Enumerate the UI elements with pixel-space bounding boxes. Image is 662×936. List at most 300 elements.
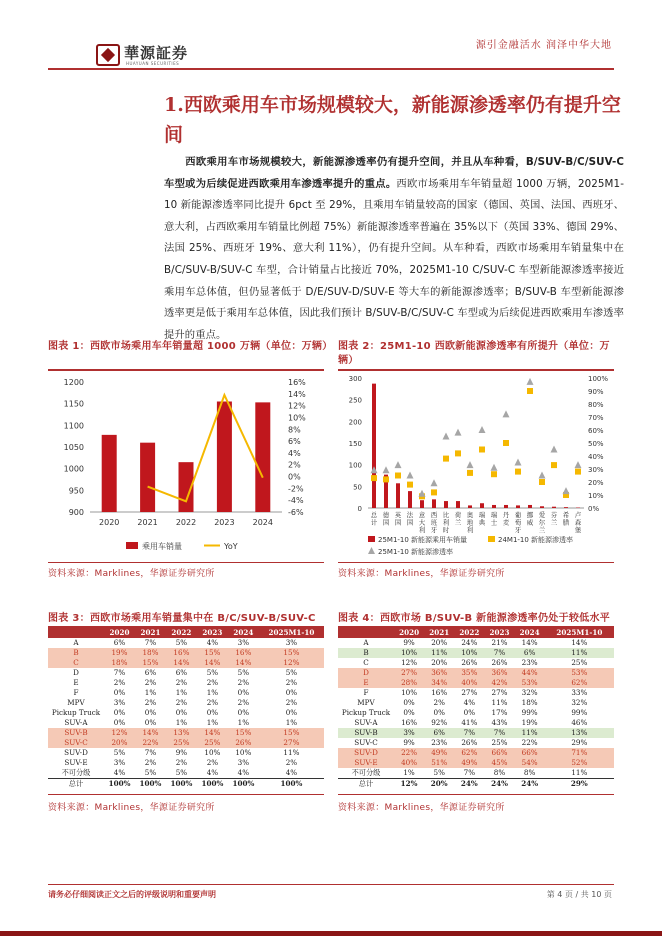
x-tick-label: 腊	[562, 518, 570, 527]
table-cell: 2%	[175, 758, 188, 767]
table-header-cell: 2025M1-10	[545, 628, 614, 638]
row-label: C	[48, 658, 104, 668]
table-cell: 11%	[283, 748, 300, 757]
bar	[408, 491, 412, 508]
table-cell: 11%	[545, 648, 614, 658]
table-cell: 9%	[403, 638, 415, 647]
legend-swatch-25	[368, 547, 375, 554]
table-row	[48, 648, 324, 658]
table-row	[48, 758, 324, 768]
table-cell: 0%	[403, 698, 415, 707]
y2-tick-label: 10%	[588, 492, 604, 500]
table-cell: 44%	[515, 668, 545, 678]
table-cell: 24%	[515, 779, 545, 790]
table-cell: 62%	[454, 748, 484, 758]
x-tick-label: 大	[418, 518, 426, 527]
x-tick-label: 利	[466, 526, 474, 534]
table-header-cell: 2024	[515, 628, 545, 638]
table-cell: 99%	[571, 708, 588, 717]
table-row	[338, 708, 614, 718]
marker-24	[395, 473, 401, 479]
table-cell: 10%	[204, 748, 221, 757]
table-cell: 6%	[424, 728, 454, 738]
table-cell: 1%	[175, 718, 188, 727]
bar	[504, 505, 508, 508]
table-cell: 49%	[424, 748, 454, 758]
table-cell: 99%	[521, 708, 538, 717]
table-row	[338, 738, 614, 748]
marker-24	[551, 462, 557, 468]
footer-divider	[48, 884, 614, 885]
row-label: SUV-E	[338, 758, 394, 768]
row-label: MPV	[67, 698, 85, 707]
marker-25	[575, 461, 582, 468]
marker-24	[491, 471, 497, 477]
fig2-chart	[338, 372, 614, 560]
x-tick-label: 2023	[214, 518, 235, 527]
y-tick-label: 1150	[63, 399, 84, 409]
y-tick-label: 1050	[63, 443, 84, 452]
bar	[255, 402, 270, 512]
row-label: MPV	[357, 698, 375, 707]
table-cell: 16%	[431, 688, 448, 697]
table-cell: 18%	[135, 648, 166, 658]
table-cell: 27%	[461, 688, 478, 697]
table-cell: 7%	[463, 768, 476, 777]
marker-25	[515, 459, 522, 466]
table-cell: 6%	[515, 648, 545, 658]
y2-tick-label: 70%	[588, 414, 604, 422]
fig1-rule	[48, 369, 324, 371]
table-cell: 3%	[113, 698, 126, 707]
row-label: E	[338, 678, 394, 688]
body-text: 西欧市场乘用车年销量超 1000 万辆，2025M1-10 新能源渗透率同比提升 6pct 至 29%，且乘用车销量较高的国家（德国、英国、法国、西班牙、意大利，占西欧乘用车销量比例超 75%）新能源渗透率普遍在 35%以下（英国 33%、德国 29%、法国 25%、西班牙 19%、意大利 11%），仍有提升空间。从车种看，西欧市场乘用车销量集中在 B/C/SUV-B/SUV-C 车型，合计销量占比接近 70%，2025M1-10 C/SUV-C 车型新能源渗透率接近乘用车总体值，但仍显著低于 D/E/SUV-D/SUV-E 等大车的新能源渗透率；B/SUV-B 车型新能源渗透率更是低于乘用车总体值，因此我们预计 B/SUV-B/C/SUV-C 车型或为后续促进西欧乘用车渗透率提升的重点。	[164, 177, 625, 341]
table-cell: 41%	[461, 718, 478, 727]
table-cell: 19%	[104, 648, 135, 658]
marker-25	[491, 464, 498, 471]
table-cell: 100%	[197, 779, 228, 790]
table-cell: 17%	[491, 708, 508, 717]
table-cell: 14%	[197, 658, 228, 668]
table-cell: 20%	[424, 779, 454, 790]
table-cell: 62%	[545, 678, 614, 688]
table-cell: 1%	[175, 688, 188, 697]
table-cell: 52%	[545, 758, 614, 768]
bar	[492, 505, 496, 508]
table-cell: 18%	[521, 698, 538, 707]
legend-swatch-24	[488, 536, 495, 542]
marker-24	[575, 469, 581, 475]
table-header-row	[48, 628, 324, 638]
x-tick-label: 兰	[550, 518, 558, 527]
table-cell: 32%	[521, 688, 538, 697]
table-cell: 2%	[237, 678, 250, 687]
table-cell: 14%	[166, 658, 197, 668]
x-tick-label: 牙	[514, 526, 522, 534]
row-label: F	[363, 688, 369, 697]
x-tick-label: 国	[406, 518, 414, 527]
bar	[140, 443, 155, 512]
x-tick-label: 时	[442, 526, 450, 534]
table-cell: 6%	[113, 638, 126, 647]
x-tick-label: 国	[394, 518, 402, 527]
table-cell: 12%	[394, 779, 424, 790]
table-header-cell	[48, 628, 104, 638]
row-label: D	[73, 668, 79, 677]
table-cell: 14%	[228, 658, 259, 668]
table-cell: 23%	[431, 738, 448, 747]
legend-label-24: 24M1-10 新能源渗透率	[498, 536, 574, 544]
marker-25	[551, 446, 558, 453]
table-cell: 0%	[285, 688, 298, 697]
marker-24	[431, 489, 437, 495]
row-label: SUV-B	[338, 728, 394, 738]
table-cell: 2%	[285, 758, 298, 767]
table-cell: 46%	[571, 718, 588, 727]
table-cell: 7%	[484, 728, 514, 738]
table-row	[48, 658, 324, 668]
series-line-yoy	[148, 395, 263, 501]
marker-25	[419, 490, 426, 497]
table-row	[48, 698, 324, 708]
marker-24	[383, 476, 389, 482]
table-cell: 28%	[394, 678, 424, 688]
y2-tick-label: 60%	[588, 427, 604, 435]
table-cell: 12%	[401, 658, 418, 667]
table-cell: 29%	[545, 779, 614, 790]
marker-24	[527, 388, 533, 394]
table-cell: 25%	[571, 658, 588, 667]
y2-tick-label: 0%	[288, 472, 301, 482]
y-tick-label: 100	[348, 461, 362, 470]
table-cell: 5%	[113, 748, 126, 757]
body-bold-text: 西欧乘用车市场规模较大，新能源渗透率仍有提升空间，并且从车种看，B/SUV-B/C/SUV-C 车型或为后续促进西欧乘用车渗透率提升的重点。	[164, 156, 624, 190]
y2-tick-label: 6%	[288, 437, 301, 447]
fig2-title: 图表 2：25M1-10 西欧新能源渗透率有所提升（单位：万辆）	[338, 341, 610, 366]
table-cell: 40%	[454, 678, 484, 688]
y-tick-label: 300	[348, 375, 362, 383]
table-cell: 2%	[144, 678, 157, 687]
table-cell: 27%	[394, 668, 424, 678]
table-row	[48, 688, 324, 698]
table-cell: 71%	[545, 748, 614, 758]
table-cell: 18%	[104, 658, 135, 668]
x-tick-label: 利	[418, 526, 426, 534]
marker-24	[539, 479, 545, 485]
legend-swatch-bar	[368, 536, 375, 542]
table-cell: 66%	[484, 748, 514, 758]
row-label: SUV-E	[64, 758, 88, 767]
y2-tick-label: 90%	[588, 388, 604, 396]
table-cell: 0%	[113, 708, 126, 717]
y-tick-label: 150	[348, 440, 362, 448]
table-row	[338, 758, 614, 768]
table-cell: 45%	[484, 758, 514, 768]
table-cell: 33%	[571, 688, 588, 697]
table-cell: 25%	[166, 738, 197, 748]
x-tick-label: 2021	[137, 518, 158, 527]
bar	[540, 506, 544, 508]
table-row	[48, 708, 324, 718]
fig4-table	[338, 628, 614, 789]
table-cell: 43%	[491, 718, 508, 727]
table-cell: 1%	[403, 768, 415, 777]
table-cell: 26%	[491, 658, 508, 667]
table-cell: 4%	[113, 768, 126, 777]
marker-25	[539, 472, 546, 479]
table-cell: 7%	[144, 748, 157, 757]
bar	[432, 499, 436, 508]
table-cell: 100%	[259, 779, 324, 790]
x-tick-label: 英	[394, 511, 402, 519]
table-cell: 3%	[237, 638, 250, 647]
table-cell: 25%	[491, 738, 508, 747]
table-header-cell: 2023	[484, 628, 514, 638]
table-cell: 15%	[259, 648, 324, 658]
y2-tick-label: 30%	[588, 466, 604, 474]
bar	[516, 505, 520, 508]
marker-24	[467, 470, 473, 476]
table-header-cell: 2022	[166, 628, 197, 638]
table-row	[338, 768, 614, 779]
table-row	[48, 678, 324, 688]
table-row	[48, 668, 324, 678]
table-cell: 36%	[484, 668, 514, 678]
bar	[480, 503, 484, 508]
legend-label-bar: 乘用车销量	[142, 542, 182, 551]
marker-25	[371, 466, 378, 473]
row-label: A	[73, 638, 79, 647]
table-header-cell: 2025M1-10	[259, 628, 324, 638]
body-paragraph	[164, 152, 624, 346]
x-tick-label: 比	[442, 511, 450, 519]
table-cell: 0%	[113, 718, 126, 727]
table-row	[338, 779, 614, 790]
table-cell: 5%	[175, 638, 188, 647]
table-cell: 2%	[433, 698, 445, 707]
x-tick-label: 典	[478, 518, 486, 527]
table-row	[338, 718, 614, 728]
table-cell: 16%	[228, 648, 259, 658]
table-cell: 24%	[454, 779, 484, 790]
table-cell: 16%	[166, 648, 197, 658]
table-header-cell	[338, 628, 394, 638]
table-cell: 0%	[206, 708, 219, 717]
table-cell: 0%	[237, 708, 250, 717]
y2-tick-label: 16%	[288, 378, 306, 387]
row-label: SUV-C	[354, 738, 378, 747]
table-cell: 1%	[206, 718, 219, 727]
row-label: SUV-C	[48, 738, 104, 748]
table-cell: 7%	[484, 648, 514, 658]
footer-disclaimer: 请务必仔细阅读正文之后的评级说明和重要声明	[48, 890, 216, 899]
marker-24	[455, 450, 461, 456]
table-cell: 53%	[515, 678, 545, 688]
bar	[396, 483, 400, 508]
fig1-chart	[48, 372, 324, 560]
table-cell: 1%	[206, 688, 219, 697]
marker-25	[455, 429, 462, 436]
table-row	[48, 718, 324, 728]
x-tick-label: 葡	[514, 511, 522, 519]
table-row	[338, 668, 614, 678]
table-cell: 26%	[461, 738, 478, 747]
bar	[102, 435, 117, 512]
table-cell: 66%	[515, 748, 545, 758]
table-cell: 14%	[135, 728, 166, 738]
table-cell: 4%	[206, 768, 219, 777]
x-tick-label: 德	[382, 511, 390, 519]
table-cell: 36%	[424, 668, 454, 678]
y2-tick-label: 20%	[588, 479, 604, 487]
logo-name: 華源証券	[124, 44, 189, 62]
table-cell: 0%	[175, 708, 188, 717]
fig1-title: 图表 1：西欧市场乘用车年销量超 1000 万辆（单位：万辆）	[48, 341, 333, 352]
y-tick-label: 1200	[63, 378, 84, 387]
y2-tick-label: 80%	[588, 401, 604, 409]
marker-25	[503, 410, 510, 417]
table-row	[338, 728, 614, 738]
row-label: A	[363, 638, 369, 647]
table-row	[338, 658, 614, 668]
x-tick-label: 国	[382, 518, 390, 527]
row-label: E	[73, 678, 79, 687]
x-tick-label: 丹	[502, 511, 510, 519]
table-cell: 22%	[394, 748, 424, 758]
row-label: SUV-A	[354, 718, 378, 727]
table-cell: 4%	[285, 768, 298, 777]
table-cell: 24%	[484, 779, 514, 790]
y2-tick-label: 12%	[288, 401, 306, 411]
row-label: F	[73, 688, 79, 697]
legend-label-line: YoY	[224, 542, 238, 551]
table-cell: 10%	[454, 648, 484, 658]
table-cell: 3%	[285, 638, 298, 647]
table-row	[48, 638, 324, 648]
legend-swatch-bar	[126, 542, 138, 549]
table-cell: 11%	[571, 768, 588, 777]
row-label: B	[338, 648, 394, 658]
company-logo	[96, 42, 202, 68]
bar	[552, 507, 556, 508]
table-cell: 0%	[237, 688, 250, 697]
row-label: SUV-D	[338, 748, 394, 758]
bar	[456, 501, 460, 508]
table-cell: 14%	[197, 728, 228, 738]
table-cell: 10%	[235, 748, 252, 757]
table-cell: 0%	[113, 688, 126, 697]
table-cell: 42%	[484, 678, 514, 688]
table-cell: 0%	[144, 718, 157, 727]
x-tick-label: 2022	[175, 518, 197, 527]
table-cell: 100%	[104, 779, 135, 790]
table-cell: 2%	[144, 758, 157, 767]
table-cell: 2%	[206, 698, 219, 707]
table-header-cell: 2023	[197, 628, 228, 638]
x-tick-label: 意	[418, 511, 426, 519]
table-cell: 0%	[285, 708, 298, 717]
table-cell: 15%	[259, 728, 324, 738]
table-row	[48, 728, 324, 738]
table-cell: 12%	[104, 728, 135, 738]
row-label: SUV-B	[48, 728, 104, 738]
table-cell: 14%	[571, 638, 588, 647]
table-cell: 15%	[197, 648, 228, 658]
table-cell: 23%	[521, 658, 538, 667]
table-header-cell: 2020	[394, 628, 424, 638]
table-cell: 3%	[237, 758, 250, 767]
row-label: Pickup Truck	[51, 708, 101, 717]
marker-25	[431, 479, 438, 486]
table-header-cell: 2022	[454, 628, 484, 638]
marker-25	[527, 378, 534, 385]
x-tick-label: 牙	[430, 526, 438, 534]
marker-25	[479, 426, 486, 433]
table-cell: 27%	[491, 688, 508, 697]
table-cell: 2%	[144, 698, 157, 707]
table-cell: 5%	[206, 668, 219, 677]
bar	[468, 505, 472, 508]
row-label: SUV-A	[64, 718, 88, 727]
table-cell: 29%	[571, 738, 588, 747]
marker-24	[479, 447, 485, 453]
bar	[372, 384, 376, 508]
table-cell: 2%	[285, 698, 298, 707]
table-cell: 5%	[433, 768, 445, 777]
table-row	[48, 779, 324, 790]
x-tick-label: 利	[442, 518, 450, 527]
table-row	[338, 678, 614, 688]
table-cell: 20%	[431, 638, 448, 647]
bar	[420, 500, 424, 508]
table-cell: 3%	[113, 758, 126, 767]
table-cell: 11%	[424, 648, 454, 658]
marker-25	[395, 461, 402, 468]
table-cell: 1%	[144, 688, 157, 697]
legend-label-bar: 25M1-10 新能源乘用车销量	[378, 536, 468, 544]
x-tick-label: 荷	[454, 511, 462, 519]
table-cell: 2%	[175, 678, 188, 687]
table-cell: 22%	[135, 738, 166, 748]
table-cell: 5%	[144, 768, 157, 777]
table-cell: 5%	[285, 668, 298, 677]
table-cell: 34%	[424, 678, 454, 688]
marker-25	[407, 472, 414, 479]
table-cell: 26%	[228, 738, 259, 748]
y2-tick-label: 40%	[588, 453, 604, 461]
table-row	[48, 748, 324, 758]
table-cell: 32%	[571, 698, 588, 707]
table-cell: 13%	[545, 728, 614, 738]
fig1-source-rule	[48, 562, 324, 563]
fig4-title: 图表 4：西欧市场 B/SUV-B 新能源渗透率仍处于较低水平	[338, 613, 611, 624]
row-label: SUV-D	[64, 748, 88, 757]
table-header-cell: 2024	[228, 628, 259, 638]
table-row	[338, 698, 614, 708]
table-cell: 6%	[144, 668, 157, 677]
table-cell: 24%	[461, 638, 478, 647]
x-tick-label: 堡	[574, 526, 582, 534]
table-cell: 100%	[135, 779, 166, 790]
marker-24	[515, 469, 521, 475]
x-tick-label: 芬	[550, 511, 558, 519]
marker-25	[467, 461, 474, 468]
table-cell: 92%	[431, 718, 448, 727]
row-label: Pickup Truck	[341, 708, 391, 717]
y-tick-label: 900	[68, 508, 84, 517]
table-cell: 7%	[144, 638, 157, 647]
x-tick-label: 士	[490, 518, 498, 527]
